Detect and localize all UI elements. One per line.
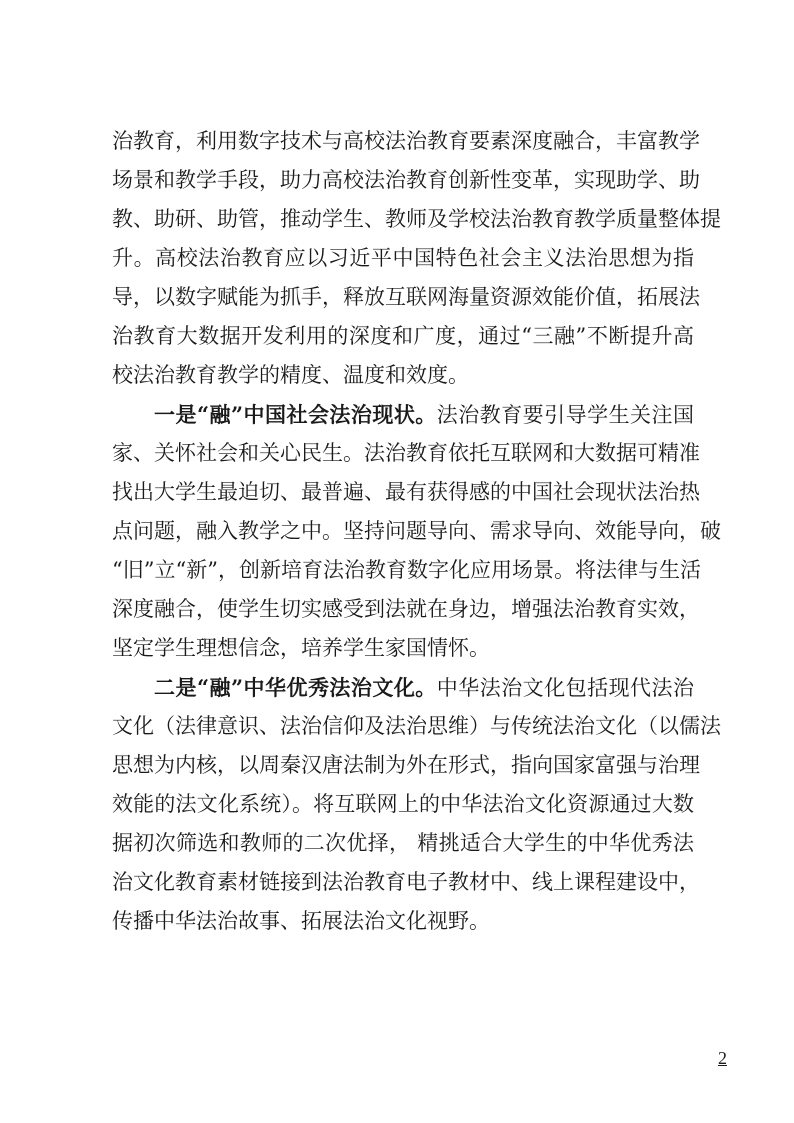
text-line: 家、关怀社会和关心民生。法治教育依托互联网和大数据可精准 xyxy=(112,441,700,465)
paragraph-social-legal-status xyxy=(112,395,721,668)
text-line: 升。高校法治教育应以习近平中国特色社会主义法治思想为指 xyxy=(112,246,694,270)
paragraph-chinese-legal-culture xyxy=(112,668,721,941)
section-heading: 一是“融”中国社会法治现状。 xyxy=(154,402,437,427)
text-run: 法治教育要引导学生关注国 xyxy=(436,403,694,427)
text-line: 文化（法律意识、法治信仰及法治思维）与传统法治文化（以儒法 xyxy=(112,714,721,738)
text-line: 据初次筛选和教师的二次优择， 精挑适合大学生的中华优秀法 xyxy=(112,831,694,855)
text-line: 效能的法文化系统）。将互联网上的中华法治文化资源通过大数 xyxy=(112,792,694,816)
text-line: 思想为内核，以周秦汉唐法制为外在形式，指向国家富强与治理 xyxy=(112,753,700,777)
body-text xyxy=(112,122,721,941)
text-line: 场景和教学手段，助力高校法治教育创新性变革，实现助学、助 xyxy=(112,168,700,192)
section-heading: 二是“融”中华优秀法治文化。 xyxy=(154,675,437,700)
paragraph-continuation xyxy=(112,122,721,395)
text-line: “旧”立“新”，创新培育法治教育数字化应用场景。将法律与生活 xyxy=(112,558,701,582)
paragraph-first-line xyxy=(112,668,694,707)
paragraph-first-line xyxy=(112,395,694,434)
text-line: 点问题，融入教学之中。坚持问题导向、需求导向、效能导向，破 xyxy=(112,519,721,543)
text-line: 找出大学生最迫切、最普遍、最有获得感的中国社会现状法治热 xyxy=(112,480,700,504)
text-line: 教、助研、助管，推动学生、教师及学校法治教育教学质量整体提 xyxy=(112,207,721,231)
text-line: 治教育大数据开发利用的深度和广度，通过“三融”不断提升高 xyxy=(112,324,694,348)
text-line: 校法治教育教学的精度、温度和效度。 xyxy=(112,363,469,387)
text-line: 治教育，利用数字技术与高校法治教育要素深度融合，丰富教学 xyxy=(112,129,700,153)
text-line: 坚定学生理想信念，培养学生家国情怀。 xyxy=(112,636,490,660)
page-number: 2 xyxy=(718,1048,727,1068)
text-line: 传播中华法治故事、拓展法治文化视野。 xyxy=(112,909,490,933)
text-line: 深度融合，使学生切实感受到法就在身边，增强法治教育实效， xyxy=(112,597,700,621)
text-line: 治文化教育素材链接到法治教育电子教材中、线上课程建设中， xyxy=(112,870,700,894)
text-run: 中华法治文化包括现代法治 xyxy=(436,676,694,700)
text-line: 导，以数字赋能为抓手，释放互联网海量资源效能价值，拓展法 xyxy=(112,285,700,309)
